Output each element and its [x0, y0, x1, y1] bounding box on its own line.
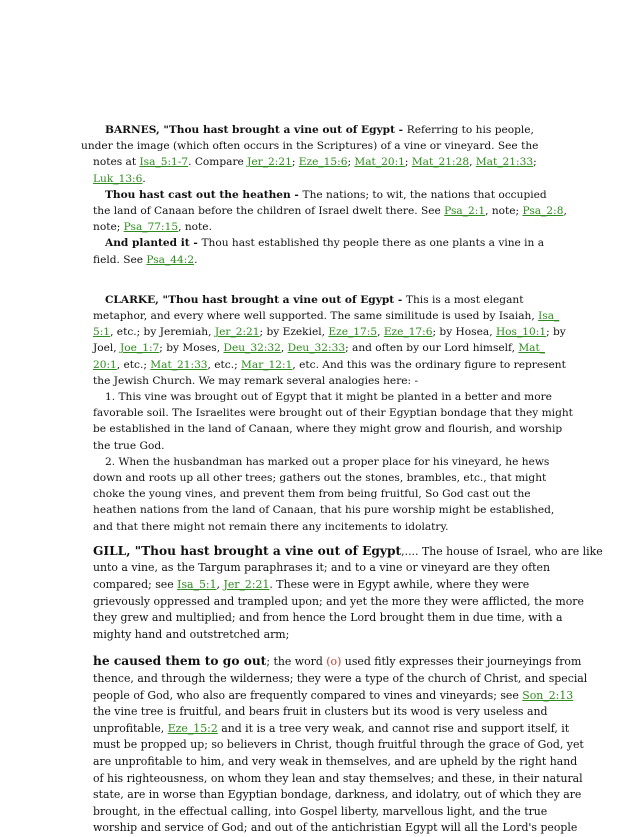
- ref-link[interactable]: Mar_12:1: [241, 358, 293, 371]
- ref-link[interactable]: Jer_2:21: [214, 326, 260, 339]
- ref-link[interactable]: Psa_77:15: [123, 221, 179, 234]
- clarke-para-3: 2. When the husbandman has marked out a proper place for his vineyard, he hews down and roots up all other trees; gathers out the stones, brambles, etc., that might choke the young vines, and prevent them from being fruitful, So God cast out the heathen nations from the land of Canaan, that his pure worship might be established, and that there might not remain there any incitements to idolatry.: [93, 455, 555, 533]
- clarke-para-2: 1. This vine was brought out of Egypt that it might be planted in a better and more favorable soil. The Israelites were brought out of their Egyptian bondage that they might be established in the land of Canaan, where they might grow and flourish, and worship the true God.: [93, 391, 573, 452]
- ref-link[interactable]: Eze_17:6: [383, 326, 433, 339]
- ref-link[interactable]: Psa_2:1: [444, 205, 486, 218]
- gill-subheading: he caused them to go out: [93, 654, 267, 669]
- clarke-para-1: CLARKE, "Thou hast brought a vine out of Egypt - This is a most elegant metaphor, and every where well supported. The same similitude is used by Isaiah, Isa_ 5:1, etc.; by Jeremiah, Jer_2:21; by Ezekiel, Eze_17:5, Eze_17:6; by Hosea, Hos_10:1; by Joel, Joe_1:7; by Moses, Deu_32:32, Deu_32:33; and often by our Lord himself, Mat_ 20:1, etc.; Mat_21:33, etc.; Mar_12:1, etc. And this was the ordinary figure to represent the Jewish Church. We may remark several analogies here: -: [93, 293, 566, 387]
- ref-link[interactable]: Jer_2:21: [223, 578, 270, 592]
- ref-link[interactable]: Deu_32:32: [223, 342, 281, 355]
- ref-link[interactable]: 20:1: [93, 358, 117, 371]
- ref-link[interactable]: Eze_15:6: [298, 156, 348, 169]
- ref-link[interactable]: Isa_5:1-7: [139, 156, 189, 169]
- ref-link[interactable]: Deu_32:33: [287, 342, 346, 355]
- barnes-section: [81, 122, 567, 268]
- ref-link[interactable]: Eze_17:5: [328, 326, 378, 339]
- ref-link[interactable]: Mat_21:33: [150, 358, 208, 371]
- commentary-page: [81, 122, 603, 837]
- barnes-subheading: And planted it -: [105, 237, 202, 250]
- ref-link[interactable]: Hos_10:1: [495, 326, 547, 339]
- ref-link[interactable]: Mat_21:33: [475, 156, 534, 169]
- gill-section: [93, 543, 603, 837]
- ref-link[interactable]: Psa_2:8: [522, 205, 564, 218]
- clarke-section: [93, 292, 573, 535]
- ref-link[interactable]: Joe_1:7: [120, 342, 160, 355]
- barnes-para-2: Thou hast cast out the heathen - The nations; to wit, the nations that occupied the land of Canaan before the children of Israel dwelt there. See Psa_2:1, note; Psa_2:8, note; Psa_77:15, note.: [93, 188, 567, 234]
- gill-para-1: GILL, "Thou hast brought a vine out of Egypt,.... The house of Israel, who are like unto a vine, as the Targum paraphrases it; and to a vine or vineyard are they often compared; see Isa_5:1, Jer_2:21. These were in Egypt awhile, where they were grievously oppressed and trampled upon; and yet the more they were afflicted, the more they grew and multiplied; and from hence the Lord brought them in due time, with a mighty hand and outstretched arm;: [93, 543, 603, 641]
- ref-link[interactable]: Isa_5:1: [177, 578, 217, 592]
- ref-link[interactable]: Mat_20:1: [354, 156, 405, 169]
- ref-link[interactable]: Jer_2:21: [247, 156, 292, 169]
- gill-heading: GILL, "Thou hast brought a vine out of Egypt: [93, 543, 402, 558]
- ref-link[interactable]: Son_2:13: [522, 688, 574, 702]
- ref-link[interactable]: Eze_15:2: [167, 721, 218, 735]
- barnes-para-3: And planted it - Thou hast established thy people there as one plants a vine in a field. See Psa_44:2.: [93, 237, 545, 266]
- clarke-heading: CLARKE, "Thou hast brought a vine out of Egypt -: [105, 293, 406, 306]
- barnes-subheading: Thou hast cast out the heathen -: [105, 188, 303, 201]
- ref-link[interactable]: Mat_: [518, 342, 546, 355]
- barnes-heading: BARNES, "Thou hast brought a vine out of Egypt -: [105, 124, 407, 136]
- gill-para-2: he caused them to go out; the word (o) used fitly expresses their journeyings from thence, and through the wilderness; they were a type of the church of Christ, and special people of God, who also are frequently compared to vines and vineyards; see Son_2:13 the vine tree is fruitful, and bears fruit in clusters but its wood is very useless and unprofitable, Eze_15:2 and it is a tree very weak, and cannot rise and support itself, it must be propped up; so believers in Christ, though fruitful through the grace of God, yet are unprofitable to him, and very weak in themselves, and are upheld by the right hand of his righteousness, on whom they lean and stay themselves; and these, in their natural state, are in worse than Egyptian bondage, darkness, and idolatry, out of which they are brought, in the effectual calling, into Gospel liberty, marvellous light, and the true worship and service of God; and out of the antichristian Egypt will all the Lord's people: [93, 654, 588, 835]
- ref-link[interactable]: Isa_: [538, 310, 560, 323]
- ref-link[interactable]: Psa_44:2: [146, 253, 195, 266]
- ref-link[interactable]: Luk_13:6: [93, 172, 143, 185]
- ref-link[interactable]: 5:1: [93, 326, 111, 339]
- footnote-marker[interactable]: (o): [326, 655, 342, 669]
- ref-link[interactable]: Mat_21:28: [411, 156, 470, 169]
- barnes-para-1: BARNES, "Thou hast brought a vine out of Egypt - Referring to his people, under the image (which often occurs in the Scriptures) of a vine or vineyard. See the notes at Isa_5:1-7. Compare Jer_2:21; Eze_15:6; Mat_20:1; Mat_21:28, Mat_21:33; Luk_13:6.: [81, 124, 539, 185]
